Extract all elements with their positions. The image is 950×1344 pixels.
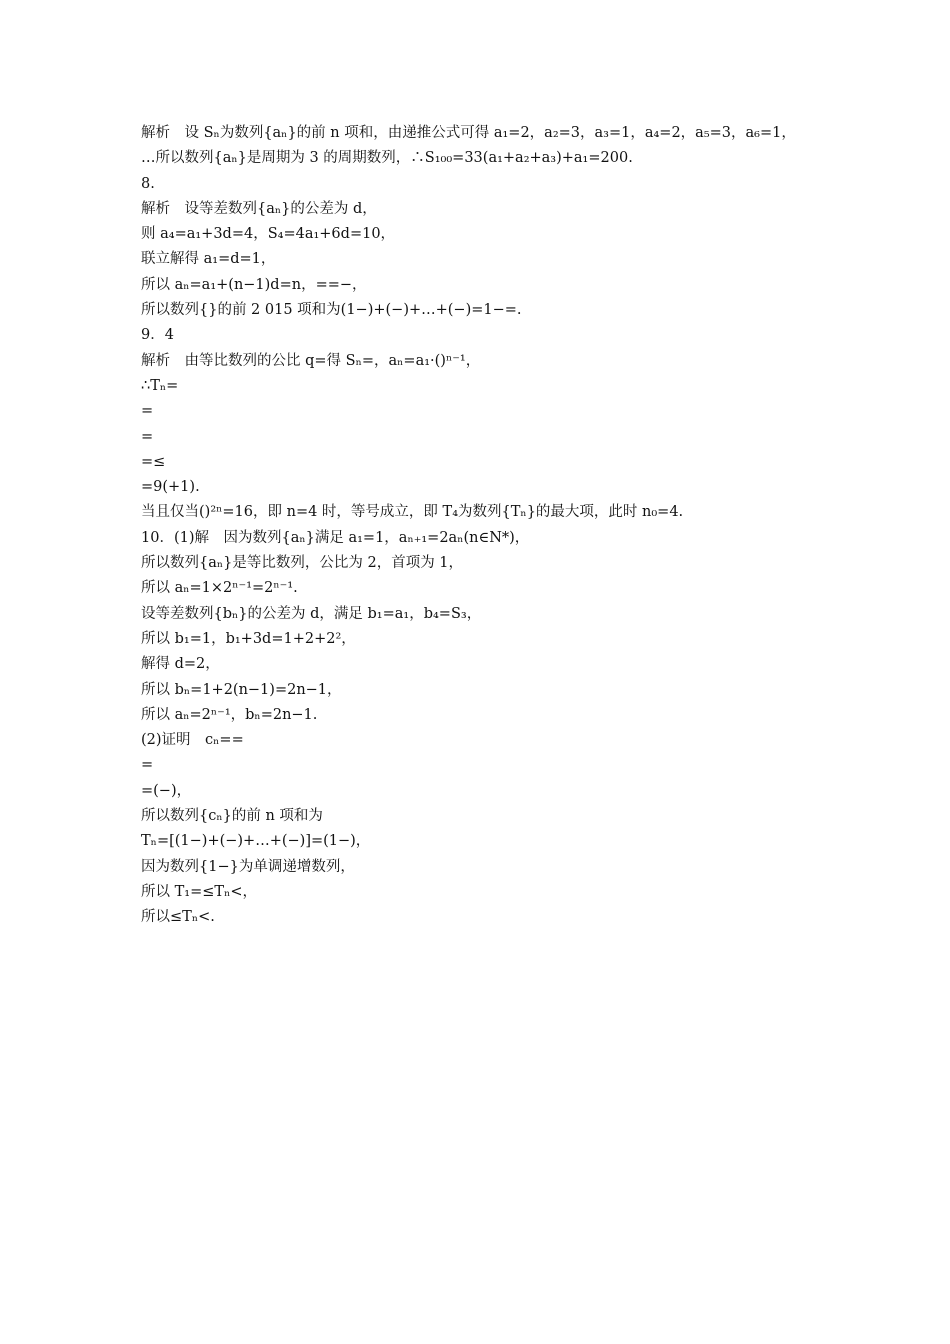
- text-line: Tₙ=[(1−)+(−)+…+(−)]=(1−)，: [141, 833, 371, 850]
- text-line: 设等差数列{bₙ}的公差为 d，满足 b₁=a₁，b₄=S₃，: [141, 605, 482, 622]
- text-line: 因为数列{1−}为单调递增数列，: [141, 858, 355, 875]
- text-line: 所以≤Tₙ<.: [141, 909, 215, 926]
- text-line: …所以数列{aₙ}是周期为 3 的周期数列，∴S₁₀₀=33(a₁+a₂+a₃)+a₁=200.: [141, 150, 633, 167]
- text-line: =: [141, 403, 154, 420]
- text-line: 则 a₄=a₁+3d=4，S₄=4a₁+6d=10，: [141, 226, 396, 243]
- text-line: 解析 设 Sₙ为数列{aₙ}的前 n 项和，由递推公式可得 a₁=2，a₂=3，a₃=1，a₄=2，a₅=3，a₆=1，: [141, 125, 796, 141]
- text-line: 所以 b₁=1，b₁+3d=1+2+2²，: [141, 630, 356, 647]
- text-line: =9(+1).: [141, 479, 200, 496]
- text-line: ∴Tₙ=: [141, 377, 179, 394]
- text-line: (2)证明 cₙ==: [141, 732, 244, 749]
- text-line: 10．(1)解 因为数列{aₙ}满足 a₁=1，aₙ₊₁=2aₙ(n∈N*)，: [141, 529, 530, 546]
- text-line: =: [141, 757, 154, 774]
- text-line: 解析 设等差数列{aₙ}的公差为 d，: [141, 200, 377, 217]
- text-line: 8.: [141, 175, 155, 192]
- text-line: 所以数列{aₙ}是等比数列，公比为 2，首项为 1，: [141, 555, 464, 572]
- text-line: 解析 由等比数列的公比 q=得 Sₙ=，aₙ=a₁·()ⁿ⁻¹，: [141, 352, 481, 369]
- text-line: 所以数列{}的前 2 015 项和为(1−)+(−)+…+(−)=1−=.: [141, 302, 522, 319]
- text-line: 联立解得 a₁=d=1，: [141, 251, 276, 268]
- text-line: 所以 aₙ=2ⁿ⁻¹，bₙ=2n−1.: [141, 706, 318, 723]
- text-line: =: [141, 428, 154, 445]
- text-line: 所以 aₙ=a₁+(n−1)d=n，==−，: [141, 276, 367, 293]
- text-line: 当且仅当()²ⁿ=16，即 n=4 时，等号成立，即 T₄为数列{Tₙ}的最大项，此时 n₀=4.: [141, 504, 684, 521]
- text-line: 9．4: [141, 327, 174, 344]
- text-line: 解得 d=2，: [141, 656, 220, 673]
- text-line: 所以数列{cₙ}的前 n 项和为: [141, 808, 323, 825]
- document-body: [141, 121, 841, 931]
- text-line: =≤: [141, 453, 166, 470]
- text-line: 所以 T₁=≤Tₙ<，: [141, 883, 257, 900]
- text-line: 所以 aₙ=1×2ⁿ⁻¹=2ⁿ⁻¹.: [141, 580, 298, 597]
- text-line: =(−)，: [141, 782, 192, 799]
- text-line: 所以 bₙ=1+2(n−1)=2n−1，: [141, 681, 342, 698]
